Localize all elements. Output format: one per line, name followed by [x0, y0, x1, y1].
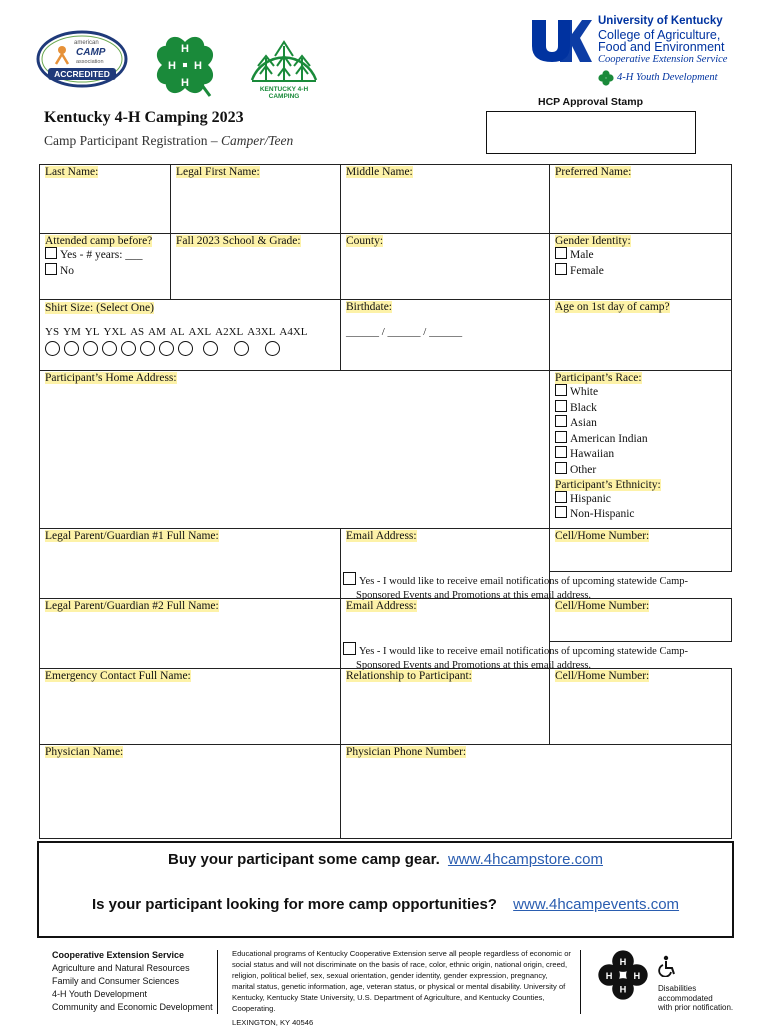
camping-logo-text: KENTUCKY 4-H CAMPING	[259, 86, 309, 100]
footer-program: Agriculture and Natural Resources	[52, 963, 190, 973]
uk-university-name: University of Kentucky	[598, 15, 723, 27]
shirt-size-radio[interactable]	[140, 341, 155, 356]
svg-text:H: H	[168, 60, 176, 72]
physician-name-label: Physician Name:	[45, 746, 124, 758]
aca-camp-text: CAMP	[76, 47, 106, 58]
checkbox-icon[interactable]	[555, 491, 567, 503]
optin-line2: Sponsored Events and Promotions at this email address.	[356, 659, 592, 671]
shirt-size-option-label: AS	[130, 326, 145, 338]
checkbox-icon[interactable]	[555, 431, 567, 443]
checkbox-icon[interactable]	[555, 506, 567, 518]
guardian1-name-field[interactable]	[39, 528, 341, 599]
guardian2-email-label: Email Address:	[346, 600, 417, 612]
footer-clover-icon	[596, 948, 650, 1002]
footer-statement	[232, 948, 572, 1028]
birthdate-label: Birthdate:	[346, 301, 392, 313]
gender-male-label: Male	[570, 249, 594, 261]
home-address-field[interactable]	[39, 370, 550, 529]
optin-line1: Yes - I would like to receive email notifications of upcoming statewide Camp-	[359, 576, 689, 587]
race-option[interactable]	[555, 446, 726, 462]
subtitle-italic: Camper/Teen	[220, 133, 294, 148]
age-first-day-field[interactable]	[549, 299, 732, 371]
checkbox-icon[interactable]	[555, 415, 567, 427]
race-option[interactable]	[555, 384, 726, 400]
hcp-stamp-label: HCP Approval Stamp	[538, 96, 644, 108]
shirt-size-field	[39, 299, 341, 371]
emergency-phone-label: Cell/Home Number:	[555, 670, 650, 682]
physician-phone-label: Physician Phone Number:	[346, 746, 467, 758]
checkbox-icon[interactable]	[555, 384, 567, 396]
shirt-size-option-label: AM	[148, 326, 166, 338]
relationship-field[interactable]	[340, 668, 550, 745]
checkbox-icon[interactable]	[343, 572, 356, 585]
aca-bottom-text: association	[76, 59, 104, 65]
disabilities-line: with prior notification.	[658, 1003, 734, 1012]
footer-city: LEXINGTON, KY 40546	[232, 1018, 314, 1027]
aca-badge-text: ACCREDITED	[54, 69, 110, 79]
shirt-size-option-label: YM	[63, 326, 81, 338]
race-option[interactable]	[555, 400, 726, 416]
middle-name-field[interactable]	[340, 164, 550, 234]
page-title: Kentucky 4-H Camping 2023	[44, 109, 244, 126]
attended-yes-option[interactable]	[45, 247, 165, 263]
footer-program: 4-H Youth Development	[52, 989, 148, 999]
checkbox-icon[interactable]	[555, 263, 567, 275]
race-option-label: Asian	[570, 417, 597, 430]
svg-text:H: H	[605, 970, 613, 981]
shirt-size-radio[interactable]	[102, 341, 117, 356]
promo-line1	[39, 851, 732, 868]
race-option-label: White	[570, 386, 599, 398]
shirt-size-option-label: YXL	[103, 326, 127, 338]
race-label: Participant’s Race:	[555, 372, 642, 384]
checkbox-icon[interactable]	[555, 462, 567, 474]
uk-extension-service: Cooperative Extension Service	[598, 54, 728, 65]
footer-statement-text: Educational programs of Kentucky Cooperative Extension serve all people regardless of economic or social status and will not discriminate on the basis of race, color, ethnic origin, national origin, creed, religion, political belief, sex, sexual orientation, gender identity, gender expression, pregnancy, marital status, genetic information, age, veteran status, or physical or mental disability. University of Kentucky, Kentucky State University, U.S. Department of Agriculture, and Kentucky Counties, Cooperating.	[232, 949, 571, 1013]
shirt-size-option-label: A4XL	[279, 326, 308, 338]
shirt-size-options	[45, 326, 335, 338]
page-subtitle	[44, 133, 293, 149]
ethnicity-option[interactable]	[555, 506, 726, 522]
checkbox-icon[interactable]	[555, 247, 567, 259]
aca-top-text: american	[74, 40, 99, 46]
shirt-size-radio[interactable]	[159, 341, 174, 356]
county-field[interactable]	[340, 233, 550, 300]
emergency-phone-field[interactable]	[549, 668, 732, 745]
race-options	[555, 384, 726, 478]
promo-gear-text: Buy your participant some camp gear.	[168, 851, 440, 868]
wheelchair-icon	[658, 955, 678, 977]
guardian2-phone-label: Cell/Home Number:	[555, 600, 650, 612]
shirt-size-radio[interactable]	[265, 341, 280, 356]
ethnicity-label: Participant’s Ethnicity:	[555, 478, 661, 491]
physician-name-field[interactable]	[39, 744, 341, 839]
footer-disabilities	[658, 984, 733, 1013]
small-clover-icon	[598, 70, 614, 86]
optin-line2: Sponsored Events and Promotions at this email address.	[356, 589, 592, 601]
shirt-size-radio[interactable]	[121, 341, 136, 356]
race-option[interactable]	[555, 462, 726, 478]
disabilities-line: Disabilities	[658, 984, 697, 993]
legal-first-name-label: Legal First Name:	[176, 166, 260, 178]
attended-before-label: Attended camp before?	[45, 235, 153, 247]
guardian1-phone-field[interactable]	[549, 528, 732, 572]
race-ethnicity-field	[549, 370, 732, 529]
aca-accredited-logo	[36, 30, 128, 88]
shirt-size-option-label: YL	[84, 326, 100, 338]
gender-female-option[interactable]	[555, 263, 726, 279]
uk-4h-youth-development: 4-H Youth Development	[617, 72, 718, 83]
shirt-size-label: Shirt Size: (Select One)	[45, 302, 154, 314]
physician-phone-field[interactable]	[340, 744, 732, 839]
middle-name-label: Middle Name:	[346, 166, 413, 178]
footer-program: Community and Economic Development	[52, 1002, 213, 1012]
uk-college-line1: College of Agriculture,	[598, 28, 721, 42]
guardian1-label: Legal Parent/Guardian #1 Full Name:	[45, 530, 219, 542]
school-grade-label: Fall 2023 School & Grade:	[176, 235, 301, 247]
svg-text:H: H	[181, 43, 189, 55]
shirt-size-radios	[45, 341, 335, 359]
legal-first-name-field[interactable]	[170, 164, 341, 234]
footer-divider	[217, 950, 218, 1014]
checkbox-icon[interactable]	[555, 400, 567, 412]
svg-text:H: H	[619, 984, 627, 995]
shirt-size-radio[interactable]	[45, 341, 60, 356]
age-first-day-label: Age on 1st day of camp?	[555, 301, 670, 313]
race-option-label: American Indian	[570, 432, 648, 445]
footer-ces-block	[52, 949, 213, 1014]
guardian1-phone-label: Cell/Home Number:	[555, 530, 650, 542]
disabilities-line: accommodated	[658, 993, 713, 1003]
gender-male-option[interactable]	[555, 247, 726, 263]
promo-box	[37, 841, 734, 938]
ethnicity-option-label: Hispanic	[570, 492, 611, 505]
footer-ces-title: Cooperative Extension Service	[52, 950, 185, 960]
shirt-size-radio[interactable]	[203, 341, 218, 356]
optin-line1: Yes - I would like to receive email notifications of upcoming statewide Camp-	[359, 646, 689, 657]
race-option-label: Other	[570, 463, 597, 476]
attended-no-option[interactable]	[45, 263, 165, 279]
svg-text:H: H	[194, 60, 202, 72]
birthdate-field[interactable]	[340, 299, 550, 371]
ethnicity-option[interactable]	[555, 491, 726, 507]
footer-program: Family and Consumer Sciences	[52, 976, 180, 986]
attended-no-label: No	[60, 264, 75, 277]
gender-female-label: Female	[570, 264, 604, 277]
last-name-label: Last Name:	[45, 166, 99, 178]
uk-college-line2: Food and Environment	[598, 40, 725, 54]
race-option-label: Black	[570, 401, 597, 414]
svg-text:H: H	[619, 956, 627, 967]
school-grade-field[interactable]	[170, 233, 341, 300]
guardian2-name-field[interactable]	[39, 598, 341, 669]
clover-logo	[150, 30, 220, 100]
guardian2-phone-field[interactable]	[549, 598, 732, 642]
shirt-size-option-label: AXL	[188, 326, 212, 338]
emergency-contact-label: Emergency Contact Full Name:	[45, 670, 191, 682]
attended-yes-label: Yes - # years: ___	[60, 249, 143, 261]
shirt-size-option-label: A3XL	[247, 326, 276, 338]
shirt-size-option-label: YS	[45, 326, 60, 338]
shirt-size-radio[interactable]	[83, 341, 98, 356]
camp-events-link[interactable]: www.4hcampevents.com	[513, 896, 680, 913]
ethnicity-options	[555, 491, 726, 522]
footer-divider	[580, 950, 581, 1014]
kentucky-4h-camping-logo	[244, 30, 324, 98]
camp-store-link[interactable]: www.4hcampstore.com	[447, 851, 603, 868]
shirt-size-radio[interactable]	[178, 341, 193, 356]
promo-opportunities-text: Is your participant looking for more camp opportunities?	[91, 896, 497, 913]
shirt-size-radio[interactable]	[64, 341, 79, 356]
preferred-name-label: Preferred Name:	[555, 166, 632, 178]
guardian1-email-label: Email Address:	[346, 530, 417, 542]
guardian2-label: Legal Parent/Guardian #2 Full Name:	[45, 600, 219, 612]
hcp-stamp-box	[486, 111, 696, 154]
race-option[interactable]	[555, 431, 726, 447]
shirt-size-radio[interactable]	[234, 341, 249, 356]
relationship-label: Relationship to Participant:	[346, 670, 472, 682]
attended-before-field	[39, 233, 171, 300]
checkbox-icon[interactable]	[343, 642, 356, 655]
svg-text:H: H	[633, 970, 641, 981]
race-option-label: Hawaiian	[570, 448, 615, 461]
last-name-field[interactable]	[39, 164, 171, 234]
county-label: County:	[346, 235, 384, 247]
home-address-label: Participant’s Home Address:	[45, 372, 177, 384]
birthdate-blank: ______ / ______ / ______	[346, 326, 463, 338]
checkbox-icon[interactable]	[45, 247, 57, 259]
gender-identity-label: Gender Identity:	[555, 235, 631, 247]
ethnicity-option-label: Non-Hispanic	[570, 508, 635, 521]
gender-identity-field	[549, 233, 732, 300]
uk-logo	[530, 16, 600, 64]
shirt-size-option-label: AL	[169, 326, 185, 338]
svg-text:H: H	[181, 77, 189, 89]
shirt-size-option-label: A2XL	[215, 326, 244, 338]
race-option[interactable]	[555, 415, 726, 431]
checkbox-icon[interactable]	[45, 263, 57, 275]
emergency-contact-field[interactable]	[39, 668, 341, 745]
subtitle-text: Camp Participant Registration –	[44, 133, 221, 148]
checkbox-icon[interactable]	[555, 446, 567, 458]
preferred-name-field[interactable]	[549, 164, 732, 234]
promo-line2	[39, 896, 732, 913]
